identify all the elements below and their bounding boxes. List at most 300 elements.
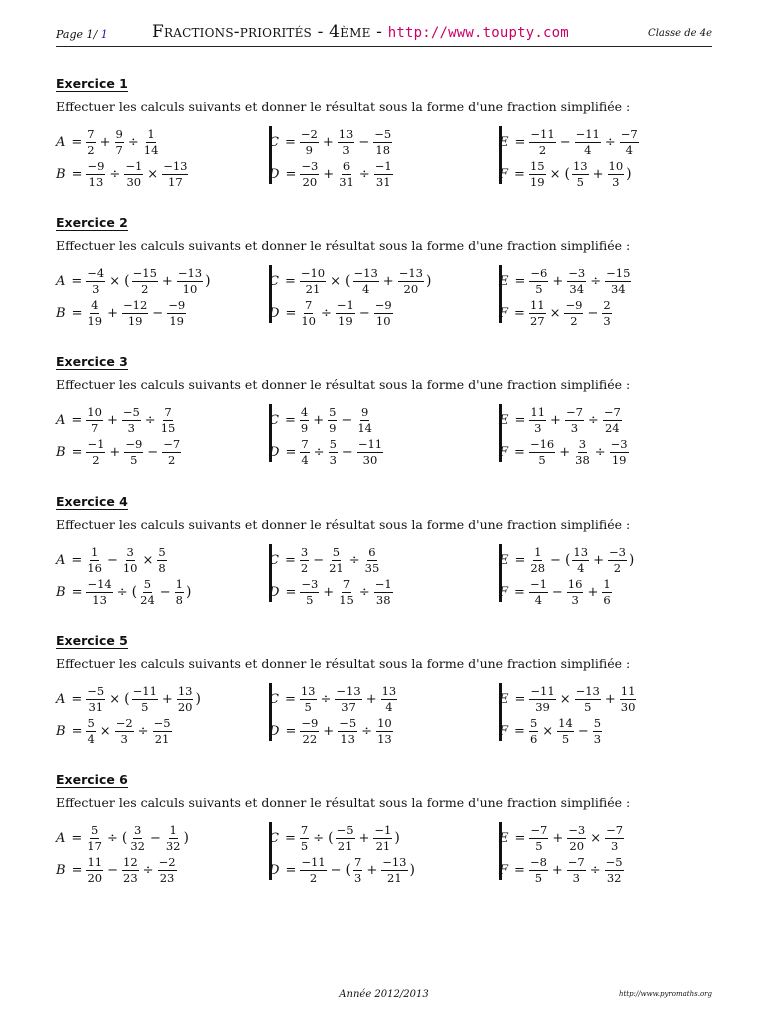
equals-sign: = bbox=[285, 444, 297, 460]
fraction-denominator: 3 bbox=[534, 420, 542, 435]
fraction bbox=[338, 717, 357, 746]
operator: − bbox=[106, 552, 118, 568]
fraction-denominator: 2 bbox=[538, 142, 547, 157]
fraction-numerator: −9 bbox=[301, 715, 319, 730]
fraction-numerator: 10 bbox=[608, 158, 624, 173]
fraction bbox=[132, 267, 158, 296]
operator: + bbox=[161, 273, 173, 289]
expression-C bbox=[269, 265, 432, 297]
fraction-denominator: 2 bbox=[141, 281, 149, 296]
operator: + bbox=[366, 862, 378, 878]
fraction bbox=[373, 824, 392, 853]
expression-variable: E bbox=[499, 691, 509, 707]
expression-F bbox=[499, 854, 625, 886]
expression-column bbox=[269, 683, 398, 747]
fraction bbox=[336, 824, 355, 853]
operator: ÷ bbox=[590, 273, 602, 289]
equals-sign: = bbox=[514, 552, 526, 568]
fraction-numerator: −8 bbox=[529, 854, 547, 869]
fraction-numerator: −9 bbox=[168, 297, 186, 312]
fraction-denominator: 15 bbox=[160, 420, 176, 435]
page-number bbox=[56, 28, 108, 41]
fraction bbox=[575, 685, 601, 714]
fraction-numerator: 5 bbox=[143, 576, 152, 591]
fraction-numerator: 5 bbox=[329, 436, 337, 451]
fraction-numerator: 11 bbox=[530, 404, 546, 419]
expression-E bbox=[499, 126, 640, 158]
fraction-numerator: 5 bbox=[87, 715, 95, 730]
expression-column bbox=[269, 404, 384, 468]
fraction-denominator: 17 bbox=[87, 838, 102, 853]
operator: − bbox=[559, 134, 571, 150]
expression-column bbox=[269, 544, 394, 608]
fraction-numerator: −3 bbox=[610, 436, 628, 451]
fraction-numerator: −7 bbox=[606, 822, 624, 837]
fraction bbox=[300, 299, 317, 328]
fraction-numerator: 5 bbox=[158, 544, 166, 559]
fraction-denominator: 32 bbox=[130, 838, 145, 853]
operator: + bbox=[107, 305, 119, 321]
fraction-denominator: 30 bbox=[620, 699, 636, 714]
fraction bbox=[376, 717, 393, 746]
operator: + bbox=[323, 723, 335, 739]
close-paren: ) bbox=[186, 584, 192, 600]
fraction bbox=[86, 267, 105, 296]
fraction-denominator: 23 bbox=[123, 870, 138, 885]
fraction-denominator: 4 bbox=[625, 142, 633, 157]
fraction-numerator: −7 bbox=[603, 404, 621, 419]
operator: + bbox=[99, 134, 111, 150]
fraction bbox=[86, 406, 103, 435]
expression-variable: F bbox=[499, 862, 509, 878]
fraction-denominator: 5 bbox=[576, 174, 584, 189]
expression-variable: B bbox=[56, 862, 66, 878]
exercise-instruction: Effectuer les calculs suivants et donner le résultat sous la forme d'une fraction simplifiée : bbox=[56, 656, 631, 671]
expression-variable: B bbox=[56, 444, 66, 460]
fraction-denominator: 34 bbox=[610, 281, 626, 296]
fraction-denominator: 3 bbox=[612, 174, 620, 189]
operator: + bbox=[323, 584, 335, 600]
fraction-numerator: 3 bbox=[126, 544, 134, 559]
equals-sign: = bbox=[71, 723, 83, 739]
open-paren: ( bbox=[328, 830, 334, 846]
fraction-numerator: 4 bbox=[300, 404, 309, 419]
fraction-denominator: 28 bbox=[530, 560, 546, 575]
fraction bbox=[381, 856, 407, 885]
operator: + bbox=[365, 691, 377, 707]
fraction bbox=[529, 160, 546, 189]
fraction-denominator: 15 bbox=[339, 592, 354, 607]
expression-column bbox=[499, 265, 632, 329]
operator: + bbox=[552, 830, 564, 846]
fraction-numerator: 16 bbox=[567, 576, 583, 591]
expression-D bbox=[269, 715, 398, 747]
fraction bbox=[158, 856, 177, 885]
fraction-numerator: 7 bbox=[301, 436, 309, 451]
expression-C bbox=[269, 544, 394, 576]
equals-sign: = bbox=[514, 584, 525, 600]
operator: × bbox=[142, 552, 154, 568]
fraction-denominator: 21 bbox=[329, 560, 344, 575]
fraction bbox=[529, 299, 546, 328]
operator: + bbox=[592, 166, 604, 182]
fraction-denominator: 3 bbox=[329, 452, 337, 467]
equals-sign: = bbox=[514, 691, 526, 707]
fraction bbox=[567, 267, 586, 296]
fraction-numerator: 4 bbox=[91, 297, 99, 312]
fraction bbox=[373, 128, 392, 157]
fraction bbox=[139, 578, 156, 607]
expression-D bbox=[269, 576, 394, 608]
operator: ÷ bbox=[142, 862, 154, 878]
close-paren: ) bbox=[205, 273, 211, 289]
expression-variable: F bbox=[499, 584, 509, 600]
fraction bbox=[328, 406, 337, 435]
fraction-denominator: 9 bbox=[305, 142, 313, 157]
fraction bbox=[300, 856, 326, 885]
equals-sign: = bbox=[71, 412, 83, 428]
fraction-denominator: 3 bbox=[610, 838, 619, 853]
expression-column bbox=[56, 822, 190, 886]
fraction bbox=[602, 299, 611, 328]
expression-variable: E bbox=[499, 273, 509, 289]
fraction-numerator: −13 bbox=[398, 265, 423, 280]
fraction-numerator: −11 bbox=[357, 436, 383, 451]
expression-column bbox=[56, 265, 212, 329]
equals-sign: = bbox=[71, 273, 83, 289]
equals-sign: = bbox=[514, 273, 526, 289]
fraction-denominator: 30 bbox=[362, 452, 378, 467]
expression-column bbox=[56, 544, 192, 608]
expression-C bbox=[269, 822, 416, 854]
fraction-numerator: −11 bbox=[132, 683, 157, 698]
fraction bbox=[529, 824, 548, 853]
equals-sign: = bbox=[514, 830, 526, 846]
expression-variable: D bbox=[269, 723, 280, 739]
operator: + bbox=[161, 691, 173, 707]
exercise-instruction: Effectuer les calculs suivants et donner le résultat sous la forme d'une fraction simplifiée : bbox=[56, 99, 631, 114]
fraction-numerator: 1 bbox=[147, 126, 155, 141]
fraction-denominator: 19 bbox=[169, 313, 184, 328]
fraction-numerator: −3 bbox=[568, 822, 586, 837]
equals-sign: = bbox=[285, 305, 297, 321]
exercise-instruction: Effectuer les calculs suivants et donner le résultat sous la forme d'une fraction simplifiée : bbox=[56, 517, 631, 532]
open-paren: ( bbox=[345, 273, 351, 289]
document-title bbox=[152, 22, 569, 42]
expression-F bbox=[499, 576, 635, 608]
fraction bbox=[564, 299, 583, 328]
open-paren: ( bbox=[124, 273, 130, 289]
equals-sign: = bbox=[71, 691, 83, 707]
fraction-denominator: 22 bbox=[302, 731, 318, 746]
fraction bbox=[300, 160, 319, 189]
fraction-denominator: 3 bbox=[342, 142, 350, 157]
equals-sign: = bbox=[514, 412, 526, 428]
expression-column bbox=[499, 544, 635, 608]
operator: ÷ bbox=[320, 691, 332, 707]
expression-column bbox=[56, 683, 202, 747]
fraction-numerator: −3 bbox=[608, 544, 626, 559]
fraction-numerator: 1 bbox=[603, 576, 611, 591]
fraction bbox=[129, 824, 146, 853]
expression-variable: F bbox=[499, 305, 509, 321]
operator: ÷ bbox=[313, 444, 325, 460]
fraction-denominator: 21 bbox=[387, 870, 402, 885]
fraction-numerator: −10 bbox=[300, 265, 326, 280]
fraction-numerator: 5 bbox=[332, 544, 341, 559]
fraction-numerator: 13 bbox=[177, 683, 193, 698]
title-url-link[interactable]: http://www.toupty.com bbox=[387, 25, 569, 41]
exercise-title: Exercice 3 bbox=[56, 354, 128, 369]
fraction bbox=[143, 128, 160, 157]
fraction-numerator: −14 bbox=[87, 576, 112, 591]
fraction-numerator: 3 bbox=[133, 822, 142, 837]
fraction-numerator: −6 bbox=[530, 265, 548, 280]
title-text: Fractions-priorités - 4ème - bbox=[152, 22, 388, 42]
open-paren: ( bbox=[345, 862, 351, 878]
footer-year: Année 2012/2013 bbox=[339, 989, 429, 1000]
page-header bbox=[56, 22, 712, 47]
fraction-numerator: 7 bbox=[164, 404, 172, 419]
expression-variable: B bbox=[56, 723, 66, 739]
operator: × bbox=[549, 166, 561, 182]
operator: ÷ bbox=[127, 134, 139, 150]
fraction bbox=[593, 717, 602, 746]
fraction bbox=[329, 438, 338, 467]
exercise-instruction: Effectuer les calculs suivants et donner le résultat sous la forme d'une fraction simplifiée : bbox=[56, 795, 631, 810]
fraction-denominator: 3 bbox=[570, 420, 579, 435]
expression-B bbox=[56, 297, 212, 329]
fraction bbox=[374, 299, 393, 328]
expression-variable: A bbox=[56, 412, 66, 428]
fraction-numerator: −13 bbox=[336, 683, 361, 698]
fraction-denominator: 2 bbox=[92, 452, 100, 467]
fraction bbox=[338, 160, 355, 189]
operator: ÷ bbox=[361, 723, 373, 739]
expression-variable: C bbox=[269, 134, 279, 150]
operator: + bbox=[550, 412, 561, 428]
fraction-denominator: 32 bbox=[165, 838, 181, 853]
equals-sign: = bbox=[284, 273, 296, 289]
fraction-numerator: 13 bbox=[338, 126, 354, 141]
equals-sign: = bbox=[71, 552, 83, 568]
fraction-denominator: 4 bbox=[385, 699, 393, 714]
fraction bbox=[124, 160, 143, 189]
expression-F bbox=[499, 158, 640, 190]
close-paren: ) bbox=[409, 862, 415, 878]
expression-column bbox=[499, 683, 637, 747]
fraction-denominator: 10 bbox=[375, 313, 391, 328]
fraction bbox=[122, 546, 139, 575]
operator: × bbox=[99, 723, 111, 739]
fraction-numerator: 12 bbox=[123, 854, 138, 869]
fraction-numerator: −11 bbox=[530, 683, 555, 698]
fraction bbox=[567, 578, 584, 607]
fraction-numerator: 14 bbox=[558, 715, 573, 730]
fraction bbox=[353, 856, 362, 885]
equals-sign: = bbox=[71, 584, 83, 600]
operator: − bbox=[341, 444, 353, 460]
expression-A bbox=[56, 126, 189, 158]
fraction-denominator: 23 bbox=[159, 870, 175, 885]
operator: + bbox=[587, 584, 599, 600]
fraction-numerator: 5 bbox=[529, 715, 538, 730]
fraction bbox=[567, 824, 586, 853]
fraction bbox=[529, 578, 548, 607]
equals-sign: = bbox=[514, 723, 525, 739]
exercise-instruction: Effectuer les calculs suivants et donner le résultat sous la forme d'une fraction simplifiée : bbox=[56, 238, 631, 253]
expression-variable: A bbox=[56, 552, 66, 568]
fraction bbox=[353, 267, 379, 296]
fraction-denominator: 19 bbox=[338, 313, 353, 328]
fraction bbox=[567, 856, 586, 885]
expression-E bbox=[499, 544, 635, 576]
equals-sign: = bbox=[514, 862, 525, 878]
fraction-numerator: 13 bbox=[572, 158, 588, 173]
fraction-denominator: 13 bbox=[92, 592, 107, 607]
open-paren: ( bbox=[564, 166, 570, 182]
fraction-denominator: 5 bbox=[300, 838, 309, 853]
equals-sign: = bbox=[285, 166, 297, 182]
operator: + bbox=[559, 444, 571, 460]
fraction-denominator: 3 bbox=[603, 313, 611, 328]
fraction-numerator: −1 bbox=[529, 576, 547, 591]
exercise-instruction: Effectuer les calculs suivants et donner le résultat sous la forme d'une fraction simplifiée : bbox=[56, 377, 631, 392]
fraction bbox=[124, 438, 143, 467]
expression-D bbox=[269, 297, 432, 329]
expression-variable: F bbox=[499, 723, 509, 739]
operator: ÷ bbox=[313, 830, 325, 846]
fraction-denominator: 5 bbox=[535, 838, 543, 853]
fraction-denominator: 37 bbox=[341, 699, 356, 714]
fraction bbox=[132, 685, 158, 714]
fraction-denominator: 31 bbox=[88, 699, 104, 714]
fraction bbox=[356, 406, 373, 435]
expression-F bbox=[499, 436, 630, 468]
fraction-numerator: 5 bbox=[329, 404, 337, 419]
fraction-numerator: 11 bbox=[529, 297, 545, 312]
fraction bbox=[300, 578, 319, 607]
expression-variable: D bbox=[269, 305, 280, 321]
fraction-numerator: −11 bbox=[301, 854, 326, 869]
fraction bbox=[398, 267, 424, 296]
fraction-denominator: 5 bbox=[141, 699, 149, 714]
expression-variable: B bbox=[56, 584, 66, 600]
fraction-denominator: 4 bbox=[584, 142, 592, 157]
fraction-denominator: 21 bbox=[154, 731, 170, 746]
class-label: Classe de 4e bbox=[648, 28, 712, 39]
expression-column bbox=[499, 126, 640, 190]
fraction-numerator: 13 bbox=[381, 683, 397, 698]
fraction bbox=[177, 267, 203, 296]
fraction bbox=[160, 406, 177, 435]
equals-sign: = bbox=[284, 830, 296, 846]
fraction-denominator: 5 bbox=[538, 452, 546, 467]
fraction-numerator: −7 bbox=[567, 854, 585, 869]
fraction bbox=[122, 406, 141, 435]
operator: × bbox=[590, 830, 602, 846]
exercise-title: Exercice 6 bbox=[56, 772, 128, 787]
fraction-numerator: −5 bbox=[339, 715, 357, 730]
operator: + bbox=[106, 412, 118, 428]
equals-sign: = bbox=[71, 166, 83, 182]
fraction-denominator: 9 bbox=[300, 420, 309, 435]
fraction-numerator: −9 bbox=[374, 297, 392, 312]
expression-E bbox=[499, 822, 625, 854]
fraction-denominator: 13 bbox=[377, 731, 392, 746]
fraction-numerator: −3 bbox=[568, 265, 586, 280]
fraction bbox=[115, 128, 124, 157]
operator: − bbox=[147, 444, 159, 460]
fraction bbox=[575, 128, 601, 157]
fraction-numerator: 7 bbox=[354, 854, 362, 869]
expression-variable: C bbox=[269, 412, 279, 428]
fraction-numerator: −3 bbox=[301, 576, 319, 591]
fraction-denominator: 5 bbox=[534, 870, 543, 885]
fraction-numerator: −13 bbox=[575, 683, 600, 698]
operator: ÷ bbox=[358, 584, 370, 600]
fraction-numerator: −2 bbox=[158, 854, 176, 869]
fraction bbox=[620, 685, 637, 714]
fraction-numerator: −1 bbox=[87, 436, 105, 451]
fraction-denominator: 4 bbox=[87, 731, 95, 746]
operator: × bbox=[109, 691, 121, 707]
fraction bbox=[300, 128, 319, 157]
operator: ÷ bbox=[109, 166, 121, 182]
fraction-numerator: 6 bbox=[342, 158, 351, 173]
fraction-numerator: 7 bbox=[342, 576, 351, 591]
expression-variable: D bbox=[269, 862, 280, 878]
fraction-denominator: 24 bbox=[604, 420, 620, 435]
fraction-numerator: −5 bbox=[122, 404, 140, 419]
expression-column bbox=[499, 822, 625, 886]
fraction-denominator: 20 bbox=[87, 870, 103, 885]
fraction-numerator: 15 bbox=[529, 158, 545, 173]
footer-url-link[interactable]: http://www.pyromaths.org bbox=[618, 990, 712, 998]
fraction-denominator: 32 bbox=[606, 870, 622, 885]
operator: − bbox=[313, 552, 325, 568]
fraction-numerator: −2 bbox=[300, 126, 318, 141]
fraction bbox=[162, 160, 188, 189]
fraction-numerator: 13 bbox=[573, 544, 589, 559]
fraction bbox=[122, 299, 148, 328]
fraction-numerator: −7 bbox=[565, 404, 583, 419]
operator: − bbox=[550, 552, 561, 568]
operator: − bbox=[551, 584, 563, 600]
fraction-denominator: 2 bbox=[168, 452, 176, 467]
fraction-numerator: 9 bbox=[360, 404, 369, 419]
operator: ÷ bbox=[594, 444, 606, 460]
fraction-denominator: 10 bbox=[122, 560, 138, 575]
fraction-numerator: −13 bbox=[163, 158, 188, 173]
fraction bbox=[300, 685, 317, 714]
fraction bbox=[608, 160, 625, 189]
exercise-section bbox=[56, 772, 712, 902]
fraction bbox=[300, 438, 309, 467]
fraction bbox=[153, 717, 172, 746]
fraction bbox=[529, 128, 555, 157]
open-paren: ( bbox=[564, 552, 571, 568]
fraction-denominator: 3 bbox=[572, 870, 580, 885]
page-total-link[interactable]: 1 bbox=[100, 28, 108, 41]
expression-D bbox=[269, 158, 394, 190]
close-paren: ) bbox=[626, 166, 632, 182]
fraction-denominator: 31 bbox=[375, 174, 391, 189]
operator: ÷ bbox=[589, 862, 601, 878]
expression-C bbox=[269, 126, 394, 158]
fraction-denominator: 7 bbox=[90, 420, 99, 435]
fraction-denominator: 39 bbox=[535, 699, 550, 714]
